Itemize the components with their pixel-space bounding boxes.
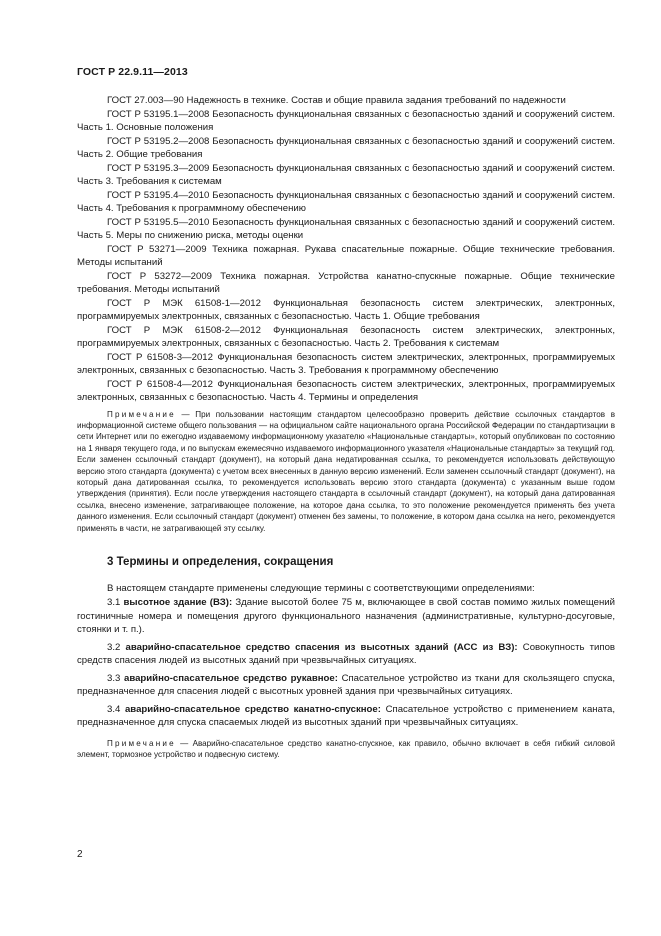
term-entry <box>77 703 615 730</box>
document-body <box>77 94 615 761</box>
term-entry <box>77 672 615 699</box>
reference-item: ГОСТ Р МЭК 61508-2—2012 Функциональная безопасность систем электрических, электронных, программируемых электронных, связанных с безопасностью. Часть 2. Требования к системам <box>77 324 615 349</box>
term-number: 3.1 <box>107 597 121 609</box>
reference-item: ГОСТ Р 53195.3—2009 Безопасность функциональная связанных с безопасностью зданий и сооружений систем. Часть 3. Требования к системам <box>77 162 615 187</box>
references-note <box>77 409 615 534</box>
term-number: 3.3 <box>107 672 121 684</box>
reference-item: ГОСТ 27.003—90 Надежность в технике. Состав и общие правила задания требований по надежности <box>107 95 566 106</box>
section-intro: В настоящем стандарте применены следующие термины с соответствующими определениями: <box>107 582 535 594</box>
term-entry <box>77 641 615 668</box>
term-definition: Спасательное устройство с применением каната, предназначенное для спуска спасаемых людей из высотных зданий при чрезвычайных ситуациях. <box>77 703 616 729</box>
term-number: 3.2 <box>107 641 121 653</box>
term-definition: Спасательное устройство из ткани для скользящего спуска, предназначенное для спасения людей с высотных уровней здания при чрезвычайных ситуациях. <box>77 672 616 698</box>
term-name: аварийно-спасательное средство канатно-спускное: <box>124 703 381 715</box>
reference-item: ГОСТ Р 61508-4—2012 Функциональная безопасность систем электрических, электронных, программируемых электронных, связанных с безопасностью. Часть 4. Термины и определения <box>77 378 615 403</box>
term-definition: Совокупность типов средств спасения людей из высотных зданий при чрезвычайных ситуациях. <box>77 641 615 667</box>
reference-item: ГОСТ Р МЭК 61508-1—2012 Функциональная безопасность систем электрических, электронных, программируемых электронных, связанных с безопасностью. Часть 1. Общие требования <box>77 297 615 322</box>
reference-item: ГОСТ Р 53195.2—2008 Безопасность функциональная связанных с безопасностью зданий и сооружений систем. Часть 2. Общие требования <box>77 135 615 160</box>
note-text: — Аварийно-спасательное средство канатно-спускное, как правило, обычно включает в себя гибкий силовой элемент, тормозное устройство и подвесную систему. <box>77 738 615 760</box>
term-note <box>77 738 615 761</box>
reference-item: ГОСТ Р 53271—2009 Техника пожарная. Рукава спасательные пожарные. Общие технические требования. Методы испытаний <box>77 243 615 268</box>
term-entry <box>77 596 615 637</box>
term-name: аварийно-спасательное средство спасения из высотных зданий (АСС из ВЗ): <box>125 641 518 653</box>
page-number: 2 <box>77 849 83 860</box>
term-definition: Здание высотой более 75 м, включающее в свой состав помимо жилых помещений гостиничные номера и помещения другого функционального назначения (административные, культурно-досуговые, стоянки и т. п.). <box>77 597 616 636</box>
note-text: — При пользовании настоящим стандартом целесообразно проверить действие ссылочных стандартов в информационной системе общего пользования — на официальном сайте национального органа Российской Федерации по стандартизации в сети Интернет или по ежегодно издаваемому информационному указателю «Национальные стандарты», который опубликован по состоянию на 1 января текущего года, и по выпускам ежемесячно издаваемого информационного указателя «Национальные стандарты» за текущий год. Если заменен ссылочный стандарт (документ), на который дана недатированная ссылка, то рекомендуется использовать действующую версию этого стандарта (документа) с учетом всех внесенных в данную версию изменений. Если заменен ссылочный стандарт (документ), на который дана датированная ссылка, то рекомендуется использовать версию этого стандарта (документа) с указанным выше годом утверждения (принятия). Если после утверждения настоящего стандарта в ссылочный стандарт (документ), на который дана датированная ссылка, внесено изменение, затрагивающее положение, на которое дана ссылка, то это положение рекомендуется применять без учета данного изменения. Если ссылочный стандарт (документ) отменен без замены, то положение, в котором дана ссылка на него, рекомендуется применять в части, не затрагивающей эту ссылку. <box>77 409 615 533</box>
reference-item: ГОСТ Р 53195.5—2010 Безопасность функциональная связанных с безопасностью зданий и сооружений систем. Часть 5. Меры по снижению риска, методы оценки <box>77 216 615 241</box>
term-number: 3.4 <box>107 703 121 715</box>
reference-item: ГОСТ Р 53195.1—2008 Безопасность функциональная связанных с безопасностью зданий и сооружений систем. Часть 1. Основные положения <box>77 108 615 133</box>
reference-item: ГОСТ Р 53272—2009 Техника пожарная. Устройства канатно-спускные пожарные. Общие технические требования. Методы испытаний <box>77 270 615 295</box>
note-label: Примечание <box>107 409 176 419</box>
term-name: высотное здание (ВЗ): <box>123 597 233 609</box>
term-name: аварийно-спасательное средство рукавное: <box>123 672 338 684</box>
section-heading: 3 Термины и определения, сокращения <box>107 555 334 568</box>
reference-item: ГОСТ Р 61508-3—2012 Функциональная безопасность систем электрических, электронных, программируемых электронных, связанных с безопасностью. Часть 3. Требования к программному обеспечению <box>77 351 615 376</box>
note-label: Примечание <box>107 738 176 748</box>
document-header: ГОСТ Р 22.9.11—2013 <box>77 66 188 78</box>
reference-item: ГОСТ Р 53195.4—2010 Безопасность функциональная связанных с безопасностью зданий и сооружений систем. Часть 4. Требования к программному обеспечению <box>77 189 615 214</box>
